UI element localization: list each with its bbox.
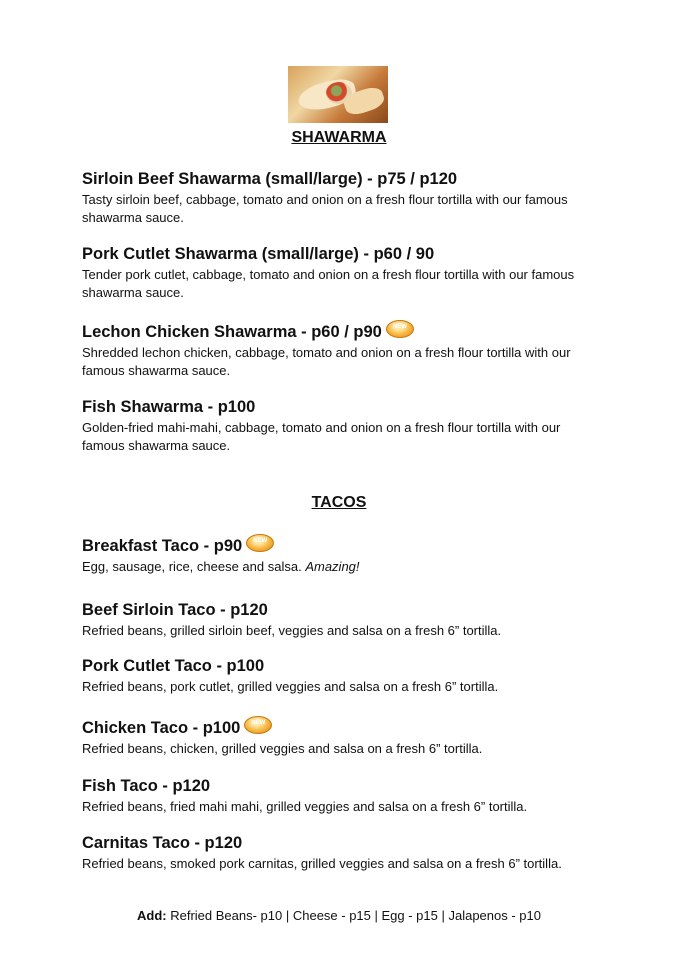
shawarma-photo — [288, 66, 388, 123]
item-name: Fish Taco - p120 — [82, 777, 211, 795]
item-description: Egg, sausage, rice, cheese and salsa. Amazing! — [82, 559, 360, 574]
item-name: Lechon Chicken Shawarma - p60 / p90 NEW — [82, 323, 602, 342]
menu-item-pork-cutlet-taco — [82, 657, 602, 696]
item-name: Beef Sirloin Taco - p120 — [82, 601, 268, 619]
section-title-tacos: TACOS — [311, 494, 367, 511]
item-name: Pork Cutlet Shawarma (small/large) - p60 / 90 — [82, 245, 435, 263]
item-description: Refried beans, pork cutlet, grilled veggies and salsa on a fresh 6” tortilla. — [82, 679, 499, 694]
new-badge-icon: NEW — [244, 716, 272, 734]
menu-item-pork-cutlet-shawarma — [82, 245, 602, 302]
add-ons-label: Add: — [137, 908, 167, 923]
item-description: Refried beans, smoked pork carnitas, grilled veggies and salsa on a fresh 6” tortilla. — [82, 856, 562, 871]
section-title-shawarma: SHAWARMA — [291, 129, 387, 146]
item-name: Fish Shawarma - p100 — [82, 398, 256, 416]
menu-item-chicken-taco — [82, 719, 602, 758]
item-description: Refried beans, grilled sirloin beef, veggies and salsa on a fresh 6” tortilla. — [82, 623, 502, 638]
new-badge-icon: NEW — [246, 534, 274, 552]
menu-item-beef-sirloin-taco — [82, 601, 602, 640]
item-description: Tender pork cutlet, cabbage, tomato and onion on a fresh flour tortilla with our famous shawarma sauce. — [82, 267, 575, 300]
add-ons-list: Refried Beans- p10 | Cheese - p15 | Egg - p15 | Jalapenos - p10 — [170, 908, 541, 923]
item-description: Refried beans, fried mahi mahi, grilled veggies and salsa on a fresh 6” tortilla. — [82, 799, 528, 814]
menu-item-carnitas-taco — [82, 834, 602, 873]
new-badge-icon: NEW — [386, 320, 414, 338]
menu-item-fish-taco — [82, 777, 602, 816]
item-name: Sirloin Beef Shawarma (small/large) - p75 / p120 — [82, 170, 458, 188]
menu-item-sirloin-beef-shawarma — [82, 170, 602, 227]
item-name: Chicken Taco - p100 NEW — [82, 719, 602, 738]
menu-item-fish-shawarma — [82, 398, 602, 455]
menu-item-breakfast-taco — [82, 537, 602, 576]
item-name: Breakfast Taco - p90 NEW — [82, 537, 602, 556]
item-name: Carnitas Taco - p120 — [82, 834, 243, 852]
item-description: Refried beans, chicken, grilled veggies and salsa on a fresh 6” tortilla. — [82, 741, 483, 756]
add-ons-footer — [0, 908, 678, 923]
item-description: Golden-fried mahi-mahi, cabbage, tomato and onion on a fresh flour tortilla with our famous shawarma sauce. — [82, 420, 561, 453]
menu-item-lechon-chicken-shawarma — [82, 323, 602, 380]
item-name: Pork Cutlet Taco - p100 — [82, 657, 265, 675]
item-description: Tasty sirloin beef, cabbage, tomato and onion on a fresh flour tortilla with our famous shawarma sauce. — [82, 192, 568, 225]
item-description: Shredded lechon chicken, cabbage, tomato and onion on a fresh flour tortilla with our famous shawarma sauce. — [82, 345, 571, 378]
